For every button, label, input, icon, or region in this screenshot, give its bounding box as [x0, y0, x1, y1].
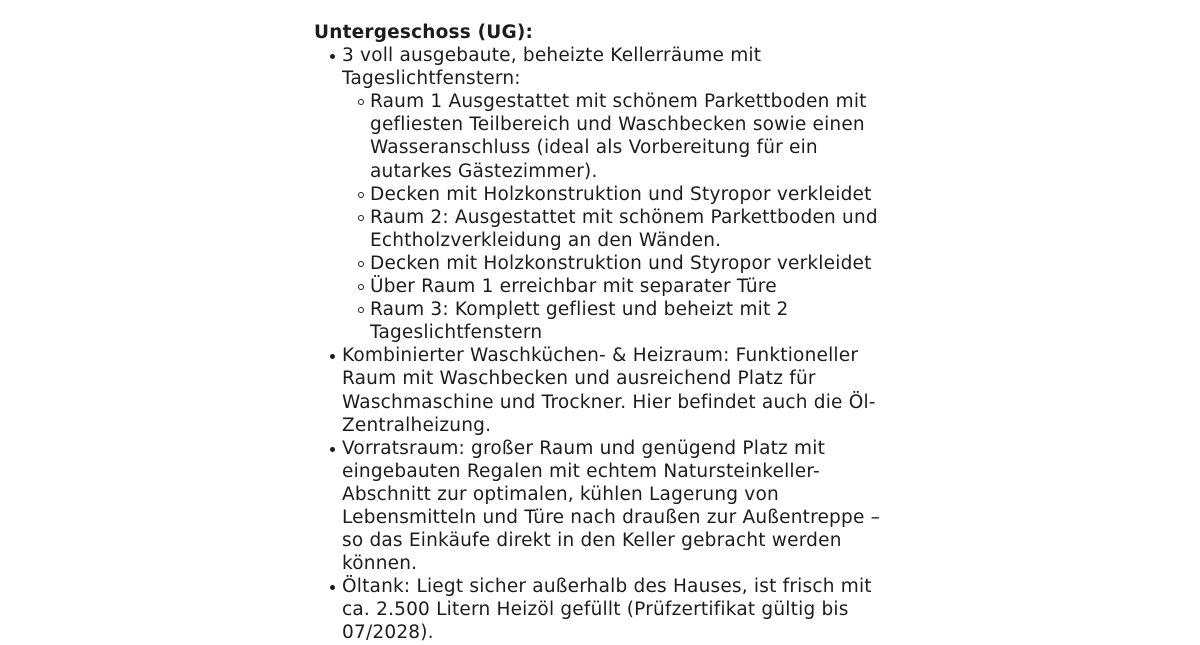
list-item-vorratsraum: Vorratsraum: großer Raum und genügend Platz mit eingebauten Regalen mit echtem Natursteinkeller-Abschnitt zur optimalen, kühlen Lagerung von Lebensmitteln und Türe nach draußen zur Außentreppe – so das Einkäufe direkt in den Keller gebracht werden können.: [342, 437, 894, 576]
document-body: [314, 21, 894, 645]
list-item-kellerraeume: [342, 44, 894, 344]
sublist-item: Decken mit Holzkonstruktion und Styropor verkleidet: [370, 183, 894, 206]
sublist-item: Raum 2: Ausgestattet mit schönem Parkettboden und Echtholzverkleidung an den Wänden.: [370, 206, 894, 252]
main-list: [314, 44, 894, 644]
list-item-oeltank: Öltank: Liegt sicher außerhalb des Hauses, ist frisch mit ca. 2.500 Litern Heizöl gefüllt (Prüfzertifikat gültig bis 07/2028).: [342, 575, 894, 644]
list-item-text: 3 voll ausgebaute, beheizte Kellerräume mit Tageslichtfenstern:: [342, 45, 762, 90]
sublist-raeume: [342, 90, 894, 344]
section-heading: Untergeschoss (UG):: [314, 22, 534, 43]
sublist-item: Raum 1 Ausgestattet mit schönem Parkettboden mit gefliesten Teilbereich und Waschbecken sowie einen Wasseranschluss (ideal als Vorbereitung für ein autarkes Gästezimmer).: [370, 90, 894, 182]
sublist-item: Decken mit Holzkonstruktion und Styropor verkleidet: [370, 252, 894, 275]
sublist-item: Über Raum 1 erreichbar mit separater Türe: [370, 275, 894, 298]
sublist-item: Raum 3: Komplett gefliest und beheizt mit 2 Tageslichtfenstern: [370, 298, 894, 344]
list-item-waschkueche: Kombinierter Waschküchen- & Heizraum: Funktioneller Raum mit Waschbecken und ausreichend Platz für Waschmaschine und Trockner. Hier befindet auch die Öl-Zentralheizung.: [342, 344, 894, 436]
